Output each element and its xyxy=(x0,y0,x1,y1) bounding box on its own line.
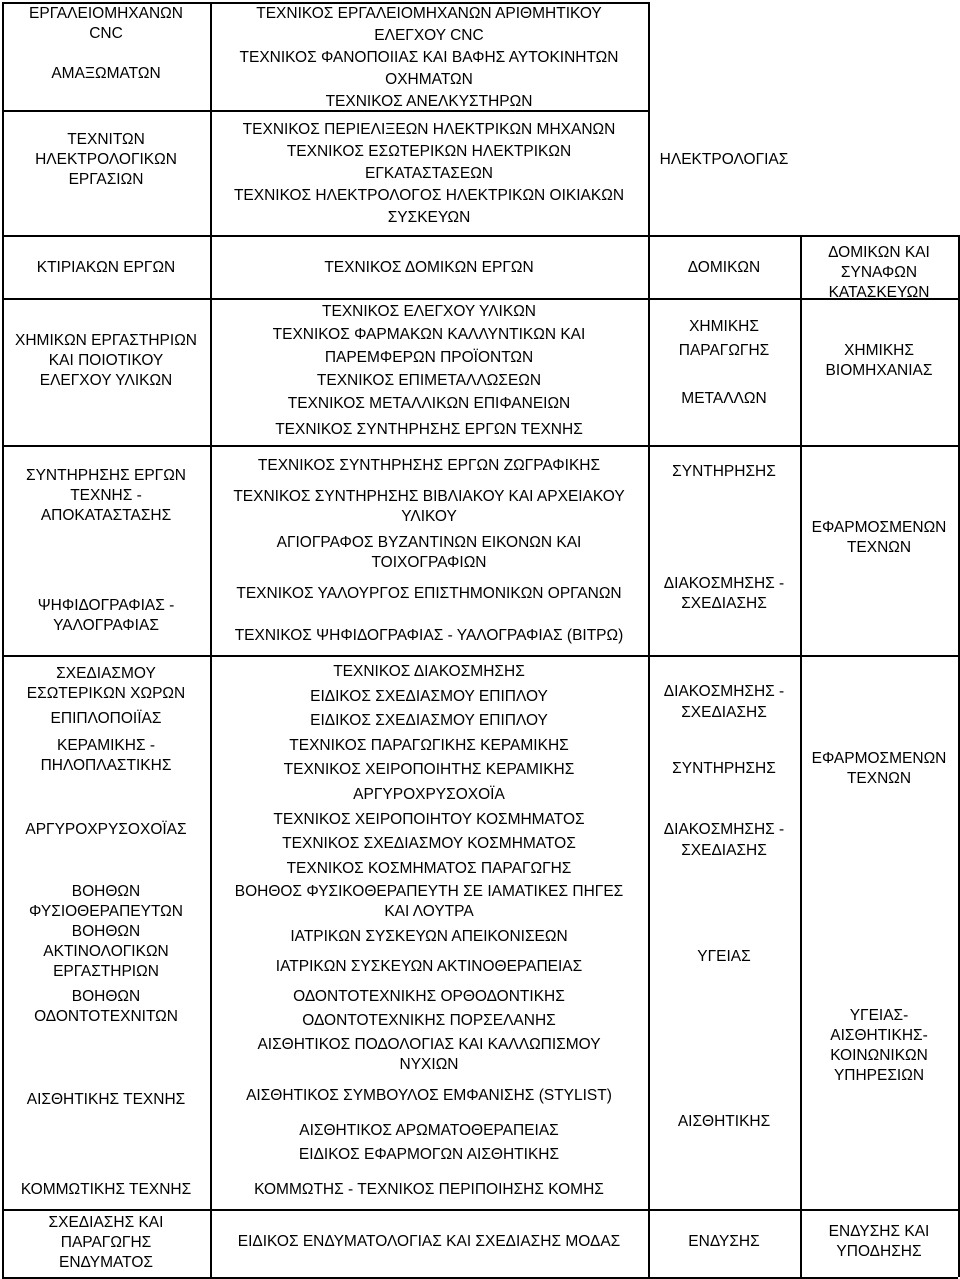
courses-line: ΤΕΧΝΙΚΟΣ ΔΙΑΚΟΣΜΗΣΗΣ xyxy=(333,663,525,680)
courses-line: ΕΙΔΙΚΟΣ ΕΝΔΥΜΑΤΟΛΟΓΙΑΣ ΚΑΙ ΣΧΕΔΙΑΣΗΣ ΜΟΔΑΣ xyxy=(237,1233,621,1250)
field-line: ΤΕΧΝΩΝ xyxy=(846,770,912,787)
sector-line: ΥΓΕΙΑΣ xyxy=(697,948,751,965)
specialty-line: ΒΟΗΘΩΝ xyxy=(71,988,141,1005)
field-line: ΥΓΕΙΑΣ- xyxy=(849,1007,909,1024)
courses-line: ΟΔΟΝΤΟΤΕΧΝΙΚΗΣ ΟΡΘΟΔΟΝΤΙΚΗΣ xyxy=(293,988,565,1005)
courses-line: ΑΙΣΘΗΤΙΚΟΣ ΑΡΩΜΑΤΟΘΕΡΑΠΕΙΑΣ xyxy=(299,1122,559,1139)
field-line: ΤΕΧΝΩΝ xyxy=(846,539,912,556)
specialty-line: ΕΡΓΑΣΤΗΡΙΩΝ xyxy=(53,963,159,980)
field-line: ΥΠΟΔΗΣΗΣ xyxy=(836,1243,922,1260)
courses-line: ΑΙΣΘΗΤΙΚΟΣ ΠΟΔΟΛΟΓΙΑΣ ΚΑΙ ΚΑΛΛΩΠΙΣΜΟΥ xyxy=(257,1036,601,1053)
courses-line: ΕΛΕΓΧΟΥ CNC xyxy=(374,27,484,44)
courses-line: ΤΕΧΝΙΚΟΣ ΕΛΕΓΧΟΥ ΥΛΙΚΩΝ xyxy=(322,303,536,320)
specialty-line: ΚΕΡΑΜΙΚΗΣ - xyxy=(56,737,155,754)
field-line: ΕΝΔΥΣΗΣ ΚΑΙ xyxy=(828,1223,930,1240)
specialty-line: ΑΠΟΚΑΤΑΣΤΑΣΗΣ xyxy=(40,507,172,524)
specialty-line: ΟΔΟΝΤΟΤΕΧΝΙΤΩΝ xyxy=(34,1008,178,1025)
field-line: ΚΟΙΝΩΝΙΚΩΝ xyxy=(830,1047,928,1064)
courses-line: ΤΕΧΝΙΚΟΣ ΦΑΡΜΑΚΩΝ ΚΑΛΛΥΝΤΙΚΩΝ ΚΑΙ xyxy=(272,326,586,343)
courses-line: ΤΕΧΝΙΚΟΣ ΕΡΓΑΛΕΙΟΜΗΧΑΝΩΝ ΑΡΙΘΜΗΤΙΚΟΥ xyxy=(256,5,602,22)
field-line: ΔΟΜΙΚΩΝ ΚΑΙ xyxy=(828,244,930,261)
specialty-line: ΥΑΛΟΓΡΑΦΙΑΣ xyxy=(53,617,159,634)
courses-line: ΤΕΧΝΙΚΟΣ ΔΟΜΙΚΩΝ ΕΡΓΩΝ xyxy=(324,259,534,276)
specialty-line: ΑΙΣΘΗΤΙΚΗΣ ΤΕΧΝΗΣ xyxy=(26,1091,186,1108)
specialty-line: ΕΝΔΥΜΑΤΟΣ xyxy=(59,1254,153,1271)
courses-line: ΤΕΧΝΙΚΟΣ ΧΕΙΡΟΠΟΙΗΤΟΥ ΚΟΣΜΗΜΑΤΟΣ xyxy=(273,810,585,828)
courses-line: ΤΕΧΝΙΚΟΣ ΗΛΕΚΤΡΟΛΟΓΟΣ ΗΛΕΚΤΡΙΚΩΝ ΟΙΚΙΑΚΩΝ xyxy=(233,187,625,204)
table-rule xyxy=(2,655,958,657)
courses-line: ΕΙΔΙΚΟΣ ΣΧΕΔΙΑΣΜΟΥ ΕΠΙΠΛΟΥ xyxy=(310,712,548,730)
specialty-line: ΦΥΣΙΟΘΕΡΑΠΕΥΤΩΝ xyxy=(29,903,183,920)
specialty-line: ΕΠΙΠΛΟΠΟΙΪΑΣ xyxy=(50,710,162,727)
courses-line: ΤΕΧΝΙΚΟΣ ΥΑΛΟΥΡΓΟΣ ΕΠΙΣΤΗΜΟΝΙΚΩΝ ΟΡΓΑΝΩΝ xyxy=(236,585,622,602)
sector-line: ΔΙΑΚΟΣΜΗΣΗΣ - xyxy=(663,683,785,700)
courses-line: ΥΛΙΚΟΥ xyxy=(401,508,457,525)
courses-line: ΟΧΗΜΑΤΩΝ xyxy=(385,71,473,88)
specialty-line: ΕΡΓΑΛΕΙΟΜΗΧΑΝΩΝ xyxy=(29,5,183,22)
sector-line: ΧΗΜΙΚΗΣ xyxy=(689,318,759,335)
specialty-line: ΚΑΙ ΠΟΙΟΤΙΚΟΥ xyxy=(48,352,164,369)
courses-line: ΚΟΜΜΩΤΗΣ - ΤΕΧΝΙΚΟΣ ΠΕΡΙΠΟΙΗΣΗΣ ΚΟΜΗΣ xyxy=(254,1181,604,1198)
sector-line: ΗΛΕΚΤΡΟΛΟΓΙΑΣ xyxy=(659,151,789,168)
sector-line: ΕΝΔΥΣΗΣ xyxy=(688,1233,760,1250)
field-line: ΚΑΤΑΣΚΕΥΩΝ xyxy=(828,284,930,301)
courses-line: ΤΕΧΝΙΚΟΣ ΣΥΝΤΗΡΗΣΗΣ ΕΡΓΩΝ ΤΕΧΝΗΣ xyxy=(275,421,583,438)
courses-line: ΤΕΧΝΙΚΟΣ ΚΟΣΜΗΜΑΤΟΣ ΠΑΡΑΓΩΓΗΣ xyxy=(286,859,572,877)
courses-line: ΣΥΣΚΕΥΩΝ xyxy=(387,209,471,226)
courses-line: ΟΔΟΝΤΟΤΕΧΝΙΚΗΣ ΠΟΡΣΕΛΑΝΗΣ xyxy=(302,1012,556,1029)
specialty-line: ΤΕΧΝΗΣ - xyxy=(70,487,142,504)
sector-line: ΔΙΑΚΟΣΜΗΣΗΣ - xyxy=(663,821,785,838)
courses-line: ΤΕΧΝΙΚΟΣ ΕΣΩΤΕΡΙΚΩΝ ΗΛΕΚΤΡΙΚΩΝ xyxy=(286,143,572,160)
courses-line: ΤΕΧΝΙΚΟΣ ΨΗΦΙΔΟΓΡΑΦΙΑΣ - ΥΑΛΟΓΡΑΦΙΑΣ (ΒΙΤΡΩ) xyxy=(234,627,624,644)
table-rule xyxy=(2,235,958,237)
table-rule xyxy=(958,235,960,1277)
courses-line: ΤΕΧΝΙΚΟΣ ΧΕΙΡΟΠΟΙΗΤΗΣ ΚΕΡΑΜΙΚΗΣ xyxy=(283,761,575,779)
sector-line: ΔΟΜΙΚΩΝ xyxy=(687,259,761,276)
field-line: ΕΦΑΡΜΟΣΜΕΝΩΝ xyxy=(811,519,947,536)
sector-line: ΜΕΤΑΛΛΩΝ xyxy=(681,390,767,407)
sector-line: ΑΙΣΘΗΤΙΚΗΣ xyxy=(677,1113,771,1130)
specialty-line: ΕΛΕΓΧΟΥ ΥΛΙΚΩΝ xyxy=(39,372,173,389)
field-line: ΥΠΗΡΕΣΙΩΝ xyxy=(833,1067,925,1084)
specialty-line: ΗΛΕΚΤΡΟΛΟΓΙΚΩΝ xyxy=(35,151,177,168)
field-line: ΣΥΝΑΦΩΝ xyxy=(840,264,918,281)
field-line: ΑΙΣΘΗΤΙΚΗΣ- xyxy=(830,1027,928,1044)
table-rule xyxy=(2,2,4,1277)
courses-line: ΑΡΓΥΡΟΧΡΥΣΟΧΟΪΑ xyxy=(353,786,505,803)
courses-line: ΠΑΡΕΜΦΕΡΩΝ ΠΡΟΪΟΝΤΩΝ xyxy=(324,349,534,366)
specialty-line: ΣΥΝΤΗΡΗΣΗΣ ΕΡΓΩΝ xyxy=(26,467,186,484)
sector-line: ΣΥΝΤΗΡΗΣΗΣ xyxy=(672,463,776,480)
table-rule xyxy=(2,1209,958,1211)
specialty-line: ΑΚΤΙΝΟΛΟΓΙΚΩΝ xyxy=(43,943,169,960)
courses-line: ΕΙΔΙΚΟΣ ΣΧΕΔΙΑΣΜΟΥ ΕΠΙΠΛΟΥ xyxy=(310,687,548,705)
specialty-line: ΑΡΓΥΡΟΧΡΥΣΟΧΟΪΑΣ xyxy=(25,821,187,838)
courses-line: ΒΟΗΘΟΣ ΦΥΣΙΚΟΘΕΡΑΠΕΥΤΗ ΣΕ ΙΑΜΑΤΙΚΕΣ ΠΗΓΕΣ xyxy=(234,883,624,900)
courses-line: ΤΕΧΝΙΚΟΣ ΣΥΝΤΗΡΗΣΗΣ ΒΙΒΛΙΑΚΟΥ ΚΑΙ ΑΡΧΕΙΑΚΟΥ xyxy=(233,488,625,505)
table-rule xyxy=(648,2,650,1277)
courses-line: ΝΥΧΙΩΝ xyxy=(399,1056,459,1073)
table-rule xyxy=(2,1277,958,1279)
courses-line: ΙΑΤΡΙΚΩΝ ΣΥΣΚΕΥΩΝ ΑΚΤΙΝΟΘΕΡΑΠΕΙΑΣ xyxy=(275,958,583,975)
courses-line: ΕΓΚΑΤΑΣΤΑΣΕΩΝ xyxy=(365,165,493,182)
courses-line: ΤΕΧΝΙΚΟΣ ΣΥΝΤΗΡΗΣΗΣ ΕΡΓΩΝ ΖΩΓΡΑΦΙΚΗΣ xyxy=(257,457,601,474)
specialty-line: CNC xyxy=(89,25,123,42)
sector-line: ΣΧΕΔΙΑΣΗΣ xyxy=(681,704,767,721)
courses-line: ΑΙΣΘΗΤΙΚΟΣ ΣΥΜΒΟΥΛΟΣ ΕΜΦΑΝΙΣΗΣ (STYLIST) xyxy=(246,1087,612,1104)
specialty-line: ΑΜΑΞΩΜΑΤΩΝ xyxy=(51,65,161,82)
specialty-line: ΣΧΕΔΙΑΣΜΟΥ xyxy=(56,665,156,682)
specialty-line: ΧΗΜΙΚΩΝ ΕΡΓΑΣΤΗΡΙΩΝ xyxy=(15,332,197,349)
sector-line: ΣΧΕΔΙΑΣΗΣ xyxy=(681,842,767,859)
courses-line: ΤΕΧΝΙΚΟΣ ΠΕΡΙΕΛΙΞΕΩΝ ΗΛΕΚΤΡΙΚΩΝ ΜΗΧΑΝΩΝ xyxy=(242,121,616,138)
courses-line: ΤΕΧΝΙΚΟΣ ΣΧΕΔΙΑΣΜΟΥ ΚΟΣΜΗΜΑΤΟΣ xyxy=(282,835,576,853)
sector-line: ΠΑΡΑΓΩΓΗΣ xyxy=(678,342,770,359)
field-line: ΒΙΟΜΗΧΑΝΙΑΣ xyxy=(825,362,933,379)
specialty-line: ΤΕΧΝΙΤΩΝ xyxy=(67,131,145,148)
sector-line: ΔΙΑΚΟΣΜΗΣΗΣ - xyxy=(663,575,785,592)
sector-line: ΣΥΝΤΗΡΗΣΗΣ xyxy=(672,760,776,777)
courses-line: ΤΕΧΝΙΚΟΣ ΑΝΕΛΚΥΣΤΗΡΩΝ xyxy=(325,93,533,110)
courses-line: ΚΑΙ ΛΟΥΤΡΑ xyxy=(384,903,474,920)
specialty-line: ΒΟΗΘΩΝ xyxy=(71,883,141,900)
specialty-line: ΚΤΙΡΙΑΚΩΝ ΕΡΓΩΝ xyxy=(36,259,176,276)
courses-line: ΤΕΧΝΙΚΟΣ ΕΠΙΜΕΤΑΛΛΩΣΕΩΝ xyxy=(316,372,542,389)
table-rule xyxy=(2,445,958,447)
specialty-line: ΣΧΕΔΙΑΣΗΣ ΚΑΙ xyxy=(48,1214,164,1231)
field-line: ΕΦΑΡΜΟΣΜΕΝΩΝ xyxy=(811,750,947,767)
specialty-line: ΠΗΛΟΠΛΑΣΤΙΚΗΣ xyxy=(40,757,172,774)
courses-line: ΙΑΤΡΙΚΩΝ ΣΥΣΚΕΥΩΝ ΑΠΕΙΚΟΝΙΣΕΩΝ xyxy=(290,928,568,945)
specialty-line: ΨΗΦΙΔΟΓΡΑΦΙΑΣ - xyxy=(37,597,175,614)
specialty-line: ΠΑΡΑΓΩΓΗΣ xyxy=(60,1234,152,1251)
courses-line: ΕΙΔΙΚΟΣ ΕΦΑΡΜΟΓΩΝ ΑΙΣΘΗΤΙΚΗΣ xyxy=(298,1146,560,1163)
courses-line: ΤΕΧΝΙΚΟΣ ΦΑΝΟΠΟΙΙΑΣ ΚΑΙ ΒΑΦΗΣ ΑΥΤΟΚΙΝΗΤΩΝ xyxy=(239,49,619,66)
specialty-line: ΕΡΓΑΣΙΩΝ xyxy=(68,171,144,188)
field-line: ΧΗΜΙΚΗΣ xyxy=(844,342,914,359)
courses-line: ΤΕΧΝΙΚΟΣ ΠΑΡΑΓΩΓΙΚΗΣ ΚΕΡΑΜΙΚΗΣ xyxy=(289,736,569,754)
courses-line: ΤΕΧΝΙΚΟΣ ΜΕΤΑΛΛΙΚΩΝ ΕΠΙΦΑΝΕΙΩΝ xyxy=(287,395,571,412)
sector-line: ΣΧΕΔΙΑΣΗΣ xyxy=(681,595,767,612)
specialty-line: ΒΟΗΘΩΝ xyxy=(71,923,141,940)
courses-line: ΤΟΙΧΟΓΡΑΦΙΩΝ xyxy=(371,554,487,571)
specialty-line: ΚΟΜΜΩΤΙΚΗΣ ΤΕΧΝΗΣ xyxy=(20,1181,192,1198)
courses-line: ΑΓΙΟΓΡΑΦΟΣ ΒΥΖΑΝΤΙΝΩΝ ΕΙΚΟΝΩΝ ΚΑΙ xyxy=(276,534,582,551)
specialty-line: ΕΣΩΤΕΡΙΚΩΝ ΧΩΡΩΝ xyxy=(26,685,186,702)
